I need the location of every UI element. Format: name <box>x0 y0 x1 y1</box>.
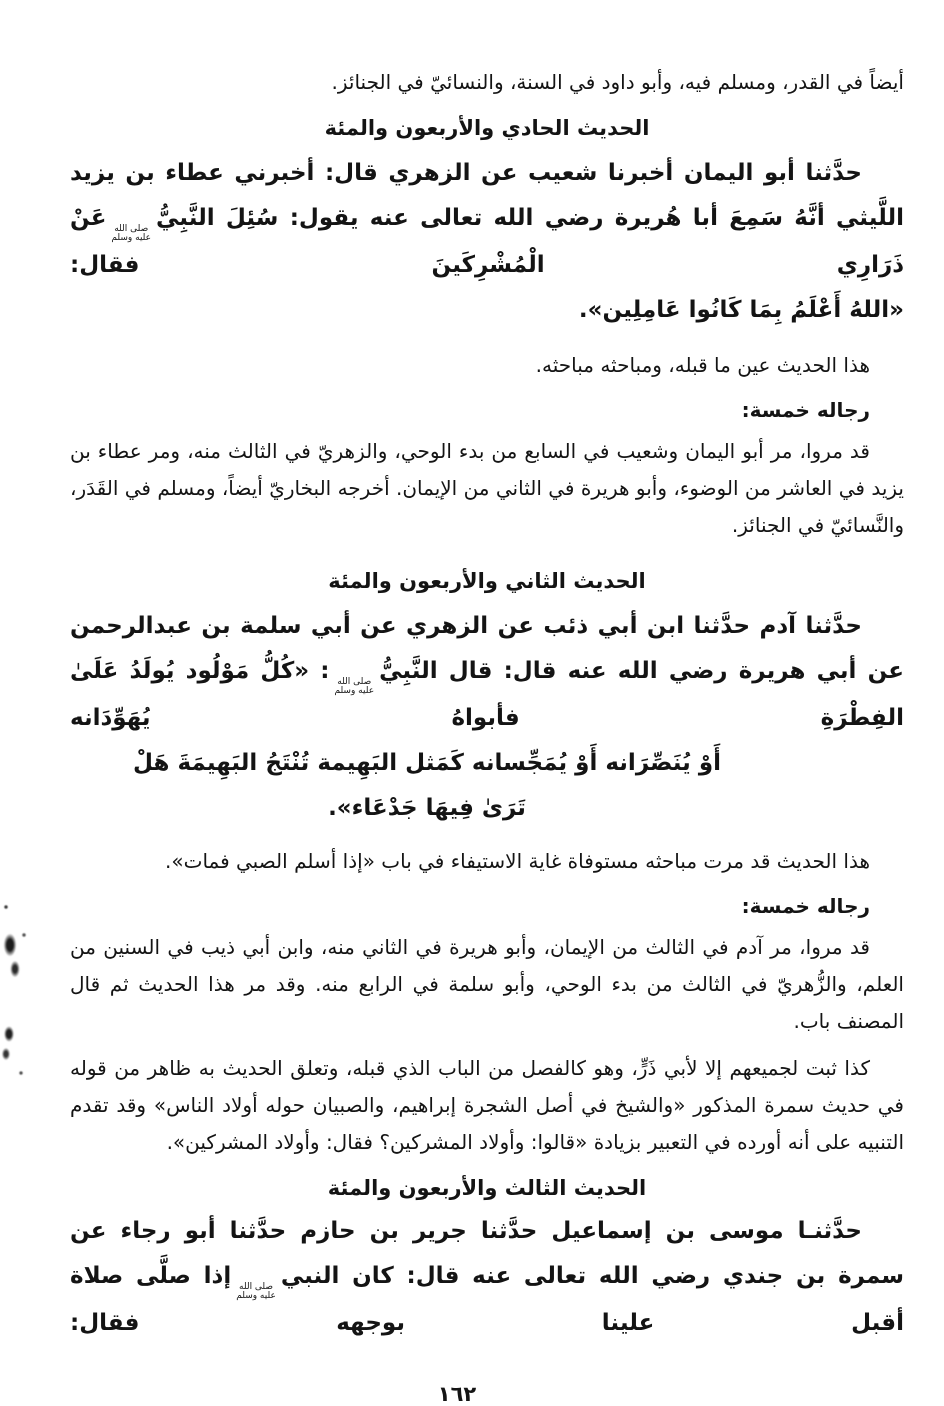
pbuh-line2: عليه وسلم <box>334 686 375 696</box>
page-number: ١٦٢ <box>437 1382 477 1406</box>
pbuh-line1: صلى الله <box>337 677 372 687</box>
hadith-141-heading: الحديث الحادي والأربعون والمئة <box>324 116 650 140</box>
pbuh-line2: عليه وسلم <box>111 233 152 243</box>
hadith-142-isnad <box>70 604 904 741</box>
hadith-142-rijal-label: رجاله خمسة: <box>741 894 870 918</box>
hadith-142-isnad-pre: حدَّثنا آدم حدَّثنا ابن أبي ذئب عن الزهري عن أبي سلمة بن عبدالرحمن عن أبي هريرة رضي الله عنه قال: قال النَّبِيُّ <box>70 613 904 684</box>
hadith-142-comment: كذا ثبت لجميعهم إلا لأبي ذَرٍّ، وهو كالفصل من الباب الذي قبله، وتعلق الحديث به ظاهر من قوله في حديث سمرة المذكور «والشيخ في أصل الشجرة إبراهيم، والصبيان حوله أولاد الناس» وقد تقدم التنبيه على أنه أورده في التعبير بزيادة «قالوا: وأولاد المشركين؟ فقال: وأولاد المشركين». <box>70 1056 904 1154</box>
hadith-141-matn: «اللهُ أَعْلَمُ بِمَا كَانُوا عَامِلِين». <box>578 297 904 323</box>
pbuh-line2: عليه وسلم <box>236 1291 276 1301</box>
hadith-141-isnad-pre: حدَّثنا أبو اليمان أخبرنا شعيب عن الزهري قال: أخبرني عطاء بن يزيد اللَّيثي أنَّهُ سَمِعَ أبا هُريرة رضي الله تعالى عنه يقول: سُئِلَ النَّبِيُّ <box>70 160 904 231</box>
hadith-142-note: هذا الحديث قد مرت مباحثه مستوفاة غاية الاستيفاء في باب «إذا أسلم الصبي فمات». <box>165 849 870 873</box>
hadith-141-isnad <box>70 151 904 288</box>
hadith-141-rijal-text: قد مروا، مر أبو اليمان وشعيب في السابع من بدء الوحي، والزهريّ في الثالث منه، ومر عطاء بن يزيد في العاشر من الوضوء، وأبو هريرة في الثاني من الإيمان. أخرجه البخاريّ أيضاً، ومسلم في القَدَر، والنَّسائيّ في الجنائز. <box>70 439 904 537</box>
hadith-142-rijal-text: قد مروا، مر آدم في الثالث من الإيمان، وأبو هريرة في الثاني منه، وابن أبي ذيب في السنين من العلم، والزُّهريّ في الثالث من بدء الوحي، وأبو سلمة في الرابع منه. وقد مر هذا الحديث ثم قال المصنف باب. <box>70 935 904 1033</box>
hadith-142-heading: الحديث الثاني والأربعون والمئة <box>328 569 646 593</box>
pbuh-calligraphy-icon <box>111 225 151 243</box>
hadith-141-isnad-post: عَنْ ذَرَارِي الْمُشْرِكَينَ فقال: <box>70 205 904 278</box>
pbuh-line1: صلى الله <box>114 224 149 234</box>
hadith-143-heading: الحديث الثالث والأربعون والمئة <box>327 1176 647 1200</box>
hadith-142-isnad-post: : «كُلُّ مَوْلُود يُولَدُ عَلَىٰ الفِطْرَةِ فأبواهُ يُهَوِّدَانه <box>70 658 904 731</box>
hadith-143-isnad-post: إذا صلَّى صلاة أقبل علينا بوجهه فقال: <box>70 1263 904 1336</box>
hadith-142-matn-continuation: أَوْ يُنَصِّرَانه أَوْ يُمَجِّسانه كَمَثل البَهِيمة تُنْتَجُ البَهِيمَةَ هَلْ تَرَىٰ فِيهَا جَدْعَاء». <box>132 750 722 821</box>
pbuh-calligraphy-icon <box>334 678 374 696</box>
hadith-141-rijal-label: رجاله خمسة: <box>741 398 870 422</box>
hadith-141-note: هذا الحديث عين ما قبله، ومباحثه مباحثه. <box>535 353 870 377</box>
hadith-143-isnad <box>70 1209 904 1346</box>
previous-paragraph-continuation: أيضاً في القدر، ومسلم فيه، وأبو داود في السنة، والنسائيّ في الجنائز. <box>331 70 904 94</box>
pbuh-calligraphy-icon <box>236 1283 276 1301</box>
pbuh-line1: صلى الله <box>239 1282 274 1292</box>
hadith-143-isnad-pre: حدَّثنـا موسى بن إسماعيل حدَّثنا جرير بن حازم حدَّثنا أبو رجاء عن سمرة بن جندي رضي الله تعالى عنه قال: كان النبي <box>70 1218 904 1289</box>
